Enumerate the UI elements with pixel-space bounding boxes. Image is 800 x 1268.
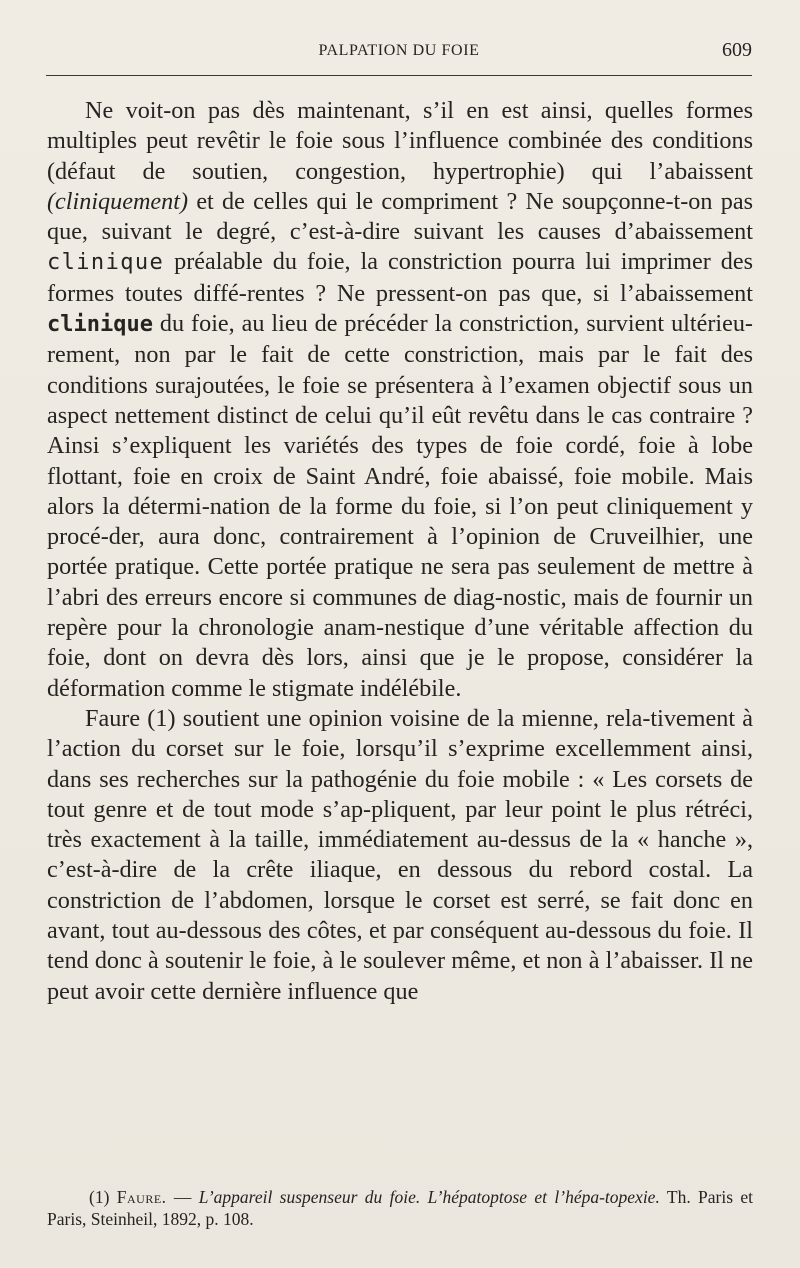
footnote-text: [47, 1186, 753, 1230]
footnote-dash: —: [166, 1187, 199, 1207]
spaced-clinique: clinique: [47, 250, 165, 276]
page-number: 609: [722, 39, 752, 61]
bold-clinique: clinique: [47, 312, 153, 338]
paragraph-2: [47, 704, 753, 1007]
paragraph-2-text: Faure (1) soutient une opinion voisine de la mienne, rela-tivement à l’action du corset sur le foie, lorsqu’il s’exprime excellemment ainsi, dans ses recherches sur la pathogénie du foie mobile : « Les corsets de tout genre et de tout mode s’ap-pliquent, par leur point le plus rétréci, très exactement à la taille, immédiatement au-dessus de la « hanche », c’est-à-dire de la crête iliaque, en dessous du rebord costal. La constriction de l’abdomen, lorsque le corset est serré, se fait donc en avant, tout au-dessous des côtes, et par conséquent au-dessous du foie. Il tend donc à soutenir le foie, à le soulever même, et non à l’abaisser. Il ne peut avoir cette dernière influence que: [47, 704, 753, 1005]
paragraph-1-text-a: Ne voit-on pas dès maintenant, s’il en est ainsi, quelles formes multiples peut revêtir le foie sous l’influence combinée des conditions (défaut de soutien, congestion, hypertrophie) qui l’abaissent: [47, 97, 753, 185]
paragraph-1-text-c: préalable du foie, la constriction pourra lui imprimer des formes toutes diffé-rentes ? Ne pressent-on pas que, si l’abaissement: [47, 248, 753, 307]
paragraph-1-text-d: du foie, au lieu de précéder la constriction, survient ultérieu-rement, non par le fait de cette constriction, mais par le fait des conditions surajoutées, le foie se présentera à l’examen objectif sous un aspect nettement distinct de celui qu’il eût revêtu dans le cas contraire ? Ainsi s’expliquent les variétés des types de foie cordé, foie à lobe flottant, foie en croix de Saint André, foie abaissé, foie mobile. Mais alors la détermi-nation de la forme du foie, si l’on peut cliniquement y procé-der, aura donc, contrairement à l’opinion de Cruveilhier, une portée pratique. Cette portée pratique ne sera pas seulement de mettre à l’abri des erreurs encore si communes de diag-nostic, mais de fournir un repère pour la chronologie anam-nestique d’une véritable affection du foie, dont on devra dès lors, ainsi que je le propose, considérer la déformation comme le stigmate indélébile.: [47, 310, 753, 702]
footnote: [47, 1186, 753, 1230]
running-head: PALPATION DU FOIE: [318, 42, 480, 59]
page-header: [46, 30, 752, 70]
footnote-title: L’appareil suspenseur du foie. L’hépatoptose et l’hépa-topexie.: [198, 1187, 660, 1207]
footnote-marker: (1): [89, 1187, 110, 1207]
header-rule: [46, 75, 752, 76]
paragraph-1: [47, 96, 753, 704]
italic-cliniquement: (cliniquement): [47, 187, 189, 215]
footnote-author: Faure.: [116, 1187, 167, 1207]
body-text: [47, 96, 753, 1007]
footnote-publication: Th. Paris et Paris, Steinheil, 1892, p. 108.: [47, 1187, 754, 1229]
paragraph-1-text-b: et de celles qui le compriment ? Ne soupçonne-t-on pas que, suivant le degré, c’est-à-dire suivant les causes d’abaissement: [47, 187, 753, 246]
